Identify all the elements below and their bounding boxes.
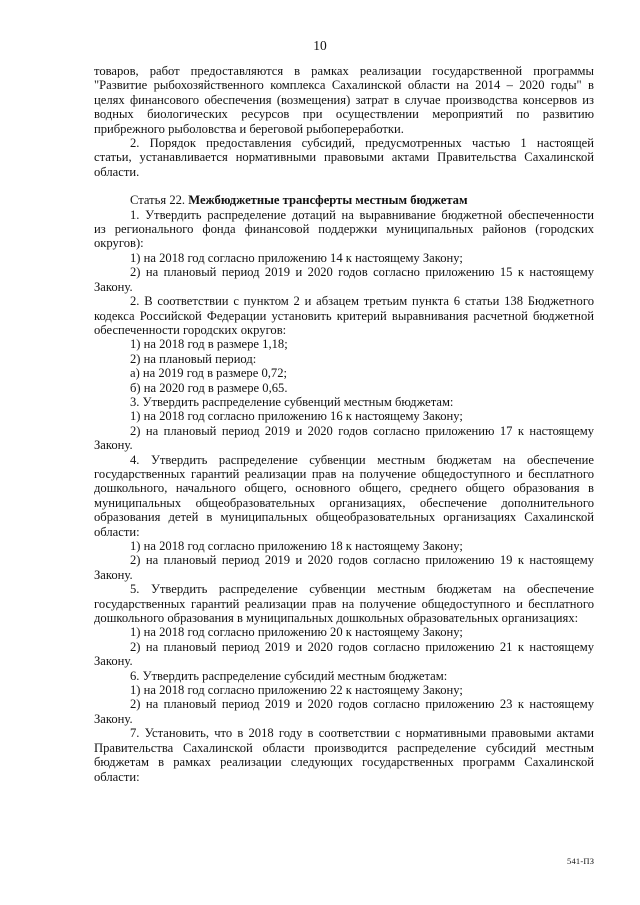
text-line: области: xyxy=(94,524,140,539)
intro-paragraphs xyxy=(94,64,594,179)
text-line: Правительства Сахалинской области производится распределение субсидий местным xyxy=(94,740,594,755)
text-line: муниципальных общеобразовательных организациях, обеспечение дополнительного xyxy=(94,495,594,510)
text-line: государственных гарантий реализации прав на получение общедоступного и бесплатного xyxy=(94,466,594,481)
text-line: водных биологических ресурсов при осуществлении мероприятий по развитию xyxy=(94,107,594,122)
text-line: государственных гарантий реализации прав на получение общедоступного и бесплатного xyxy=(94,596,594,611)
text-line: прибрежного рыболовства и береговой рыбопереработки. xyxy=(94,121,404,136)
text-line: образования детей в муниципальных общеобразовательных организациях Сахалинской xyxy=(94,510,594,525)
text-line: 2) на плановый период 2019 и 2020 годов согласно приложению 21 к настоящему xyxy=(130,639,594,654)
text-line: Закону. xyxy=(94,567,133,582)
article-paragraphs xyxy=(94,208,594,784)
spacer xyxy=(94,179,594,193)
text-line: Закону. xyxy=(94,438,133,453)
text-line: 2) на плановый период 2019 и 2020 годов согласно приложению 23 к настоящему xyxy=(130,697,594,712)
text-line: "Развитие рыбохозяйственного комплекса Сахалинской области на 2014 – 2020 годы" в xyxy=(94,78,594,93)
text-line: 2. Порядок предоставления субсидий, предусмотренных частью 1 настоящей xyxy=(130,136,594,151)
text-line: 2. В соответствии с пунктом 2 и абзацем третьим пункта 6 статьи 138 Бюджетного xyxy=(130,294,594,309)
text-line: 7. Установить, что в 2018 году в соответствии с нормативными правовыми актами xyxy=(130,726,594,741)
text-line: Закону. xyxy=(94,711,133,726)
text-line: 1) на 2018 год в размере 1,18; xyxy=(130,337,288,352)
text-line: 4. Утвердить распределение субвенции местным бюджетам на обеспечение xyxy=(130,452,594,467)
text-line: бюджетам в рамках реализации следующих государственных программ Сахалинской xyxy=(94,755,594,770)
document-code: 541-ПЗ xyxy=(567,856,595,866)
text-line: целях финансового обеспечения (возмещения) затрат в случае производства консервов из xyxy=(94,92,594,107)
text-line: 1) на 2018 год согласно приложению 14 к настоящему Закону; xyxy=(130,250,463,265)
text-line: Закону. xyxy=(94,654,133,669)
text-line: статьи, устанавливается нормативными правовыми актами Правительства Сахалинской xyxy=(94,150,594,165)
text-line: 6. Утвердить распределение субсидий местным бюджетам: xyxy=(130,668,448,683)
text-line: области. xyxy=(94,164,140,179)
text-line: 1) на 2018 год согласно приложению 22 к настоящему Закону; xyxy=(130,683,463,698)
text-line: 2) на плановый период 2019 и 2020 годов согласно приложению 15 к настоящему xyxy=(130,265,594,280)
text-line: дошкольного образования в муниципальных дошкольных образовательных организациях: xyxy=(94,611,579,626)
text-line: из регионального фонда финансовой поддержки муниципальных районов (городских xyxy=(94,222,594,237)
text-line: 2) на плановый период: xyxy=(130,351,257,366)
document-body xyxy=(94,64,594,784)
text-line: 1) на 2018 год согласно приложению 16 к настоящему Закону; xyxy=(130,409,463,424)
text-line: кодекса Российской Федерации установить критерий выравнивания расчетной бюджетной xyxy=(94,308,594,323)
text-line: 3. Утвердить распределение субвенций местным бюджетам: xyxy=(130,394,454,409)
article-number: Статья 22. xyxy=(130,193,186,208)
text-line: Закону. xyxy=(94,279,133,294)
text-line: 5. Утвердить распределение субвенции местным бюджетам на обеспечение xyxy=(130,582,594,597)
text-line: округов): xyxy=(94,236,144,251)
text-line: а) на 2019 год в размере 0,72; xyxy=(130,366,287,381)
text-line: 1) на 2018 год согласно приложению 20 к настоящему Закону; xyxy=(130,625,463,640)
page-number: 10 xyxy=(313,38,327,53)
text-line: дошкольного, начального общего, основного общего, среднего общего образования в xyxy=(94,481,594,496)
article-heading xyxy=(94,193,594,207)
article-title: Межбюджетные трансферты местным бюджетам xyxy=(188,193,468,208)
text-line: 2) на плановый период 2019 и 2020 годов согласно приложению 19 к настоящему xyxy=(130,553,594,568)
text-line: обеспеченности городских округов: xyxy=(94,322,287,337)
text-line: области: xyxy=(94,769,140,784)
text-line: б) на 2020 год в размере 0,65. xyxy=(130,380,288,395)
text-line: товаров, работ предоставляются в рамках реализации государственной программы xyxy=(94,64,594,78)
text-line: 2) на плановый период 2019 и 2020 годов согласно приложению 17 к настоящему xyxy=(130,423,594,438)
text-line: 1) на 2018 год согласно приложению 18 к настоящему Закону; xyxy=(130,539,463,553)
text-line: 1. Утвердить распределение дотаций на выравнивание бюджетной обеспеченности xyxy=(130,207,594,222)
